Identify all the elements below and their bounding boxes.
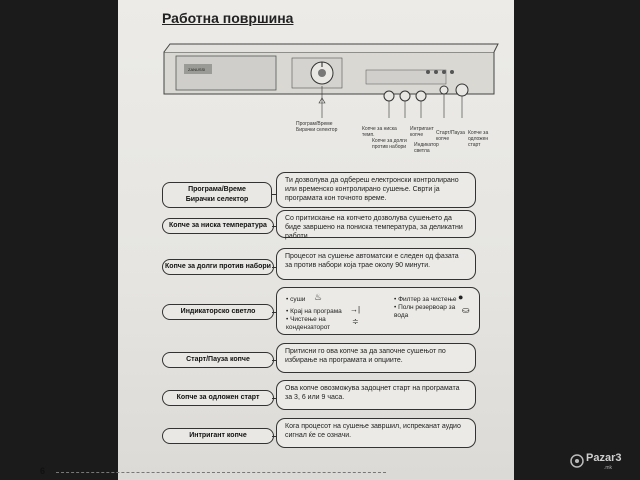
callout-start-pause: Старт/Пауза копче [436,130,465,142]
desc-start-pause: Притисни го ова копче за да започне сушењот по избирање на програмата и опциите. [276,343,476,373]
dry-icon: ♨ [314,292,323,302]
callout-intergrant: Интригант копче [410,126,434,138]
page-title: Работна површина [162,10,294,26]
intergrant-button-shape [416,91,426,101]
watermark-brand: Pazar3 [586,452,622,464]
long-fiber-button-shape [400,91,410,101]
end-icon: →| [350,305,361,314]
callout-program-selector: Програм/Време Бирачки селектор [296,121,338,133]
label-low-temp: Копче за ниска температура [162,218,274,234]
label-intergrant: Интригант копче [162,428,274,444]
svg-text:ZANUSSI: ZANUSSI [188,67,206,72]
label-delayed-start: Копче за одложен старт [162,390,274,406]
control-panel-diagram [162,40,502,120]
callout-indicator: Индикатор светла [414,142,439,154]
desc-program-selector: Ти дозволува да одбереш електронски контролирано или временско контролирано сушење. Сврти ја програмата кон точното време. [276,172,476,208]
desc-low-temp: Со притискање на копчето дозволува сушењето да биде завршено на пониска температура, за деликатни работи [276,210,476,238]
indicator-clean-condenser: • Чистење на кондензаторот [286,316,331,331]
tank-icon: ⛀ [462,305,470,315]
indicator-tank-full: • Полн резервоар за вода [394,304,456,319]
desc-delayed-start: Ова копче овозможува задоцнет старт на програмата за 3, 6 или 9 часа. [276,380,476,410]
indicator-end: • Крај на програма [286,308,342,315]
indicator-filter: • Филтер за чистење [394,296,457,303]
callout-long-fiber: Копче за долги против набори [372,138,407,150]
delay-button-shape [456,84,468,96]
page-number: 6 [40,466,46,476]
low-temp-button-shape [384,91,394,101]
label-program-selector: Програма/Време Бирачки селектор [162,182,272,208]
label-start-pause: Старт/Пауза копче [162,352,274,368]
condenser-icon: ≑ [352,317,359,326]
watermark-domain: .mk [604,465,613,471]
label-indicator: Индикаторско светло [162,304,274,320]
desc-intergrant: Кога процесот на сушење завршил, испреканат аудио сигнал ќе се означи. [276,418,476,448]
desc-long-fiber: Процесот на сушење автоматски е следен од фазата за против набори која трае околу 90 минути. [276,248,476,280]
callout-delayed-start: Копче за одложен старт [468,130,489,148]
callout-low-temp: Копче за ниска темп. [362,126,397,138]
filter-icon: ● [458,292,464,302]
indicator-dry: • суши [286,296,306,303]
start-button-shape [440,86,448,94]
manual-page [118,0,514,480]
footer-rule [56,472,386,473]
label-long-fiber: Копче за долги против набори [162,259,274,275]
